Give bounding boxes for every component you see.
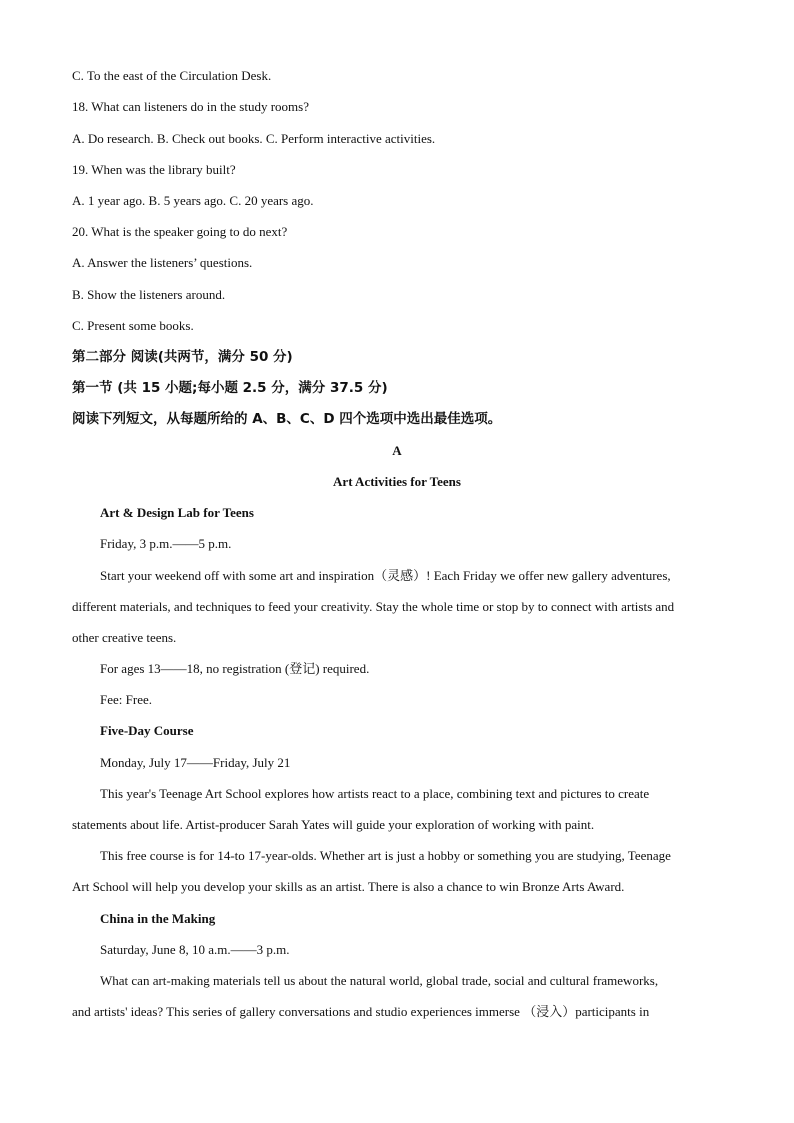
question-20: 20. What is the speaker going to do next? — [72, 224, 288, 239]
question-18: 18. What can listeners do in the study rooms? — [72, 99, 309, 114]
question-20-option-b: B. Show the listeners around. — [72, 287, 226, 302]
answer-option: C. To the east of the Circulation Desk. — [72, 68, 272, 83]
question-20-option-a: A. Answer the listeners’ questions. — [72, 255, 253, 270]
activity-heading-course: Five-Day Course — [100, 723, 194, 738]
paragraph-line: This free course is for 14-to 17-year-olds. Whether art is just a hobby or something you are studying, Teenage — [100, 848, 671, 863]
question-20-option-c: C. Present some books. — [72, 318, 194, 333]
question-19-options: A. 1 year ago. B. 5 years ago. C. 20 years ago. — [72, 193, 314, 208]
activity-time: Saturday, June 8, 10 a.m.——3 p.m. — [100, 942, 290, 957]
fee-line: Fee: Free. — [100, 692, 152, 707]
question-19: 19. When was the library built? — [72, 162, 236, 177]
paragraph-line: What can art-making materials tell us about the natural world, global trade, social and cultural frameworks, — [100, 973, 659, 988]
paragraph-line: other creative teens. — [72, 630, 177, 645]
paragraph-line: and artists' ideas? This series of gallery conversations and studio experiences immerse （浸入）participants in — [72, 1004, 650, 1019]
instructions: 阅读下列短文，从每题所给的 A、B、C、D 四个选项中选出最佳选项。 — [72, 411, 502, 427]
paragraph-line: Art School will help you develop your skills as an artist. There is also a chance to win Bronze Arts Award. — [72, 879, 625, 894]
subsection-heading: 第一节 (共 15 小题;每小题 2.5 分，满分 37.5 分) — [72, 380, 388, 396]
question-18-options: A. Do research. B. Check out books. C. Perform interactive activities. — [72, 131, 436, 146]
paragraph-line: different materials, and techniques to feed your creativity. Stay the whole time or stop by to connect with artists and — [72, 599, 675, 614]
section-heading: 第二部分 阅读(共两节，满分 50 分) — [72, 349, 293, 365]
paragraph-line: statements about life. Artist-producer Sarah Yates will guide your exploration of working with paint. — [72, 817, 595, 832]
passage-title: Art Activities for Teens — [333, 474, 461, 489]
activity-heading-china: China in the Making — [100, 911, 216, 926]
paragraph-line: Start your weekend off with some art and inspiration（灵感）! Each Friday we offer new gallery adventures, — [100, 568, 671, 583]
paragraph-line: For ages 13——18, no registration (登记) required. — [100, 661, 370, 676]
activity-time: Monday, July 17——Friday, July 21 — [100, 755, 291, 770]
passage-label: A — [392, 443, 402, 458]
activity-heading-lab: Art & Design Lab for Teens — [100, 505, 254, 520]
paragraph-line: This year's Teenage Art School explores how artists react to a place, combining text and pictures to create — [100, 786, 650, 801]
activity-time: Friday, 3 p.m.——5 p.m. — [100, 536, 232, 551]
